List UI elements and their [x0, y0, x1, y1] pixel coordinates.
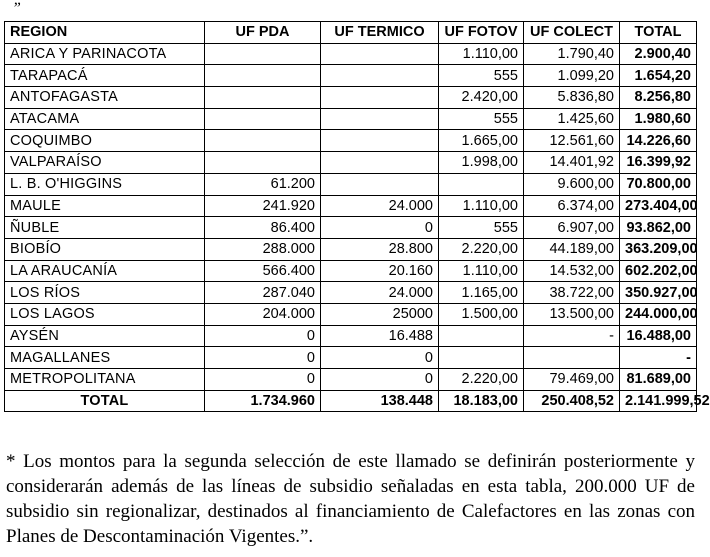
uf-termico-cell: 0	[321, 217, 439, 239]
table-row	[5, 260, 697, 282]
regional-budget-table	[4, 21, 710, 412]
uf-fotov-cell: 555	[439, 108, 524, 130]
total-cell: 244.000,00	[620, 303, 697, 325]
uf-termico-cell: 20.160	[321, 260, 439, 282]
uf-termico-cell: 0	[321, 369, 439, 391]
header-uf-colect: UF COLECT	[524, 22, 620, 44]
header-uf-termico: UF TERMICO	[321, 22, 439, 44]
uf-colect-cell: 79.469,00	[524, 369, 620, 391]
uf-colect-cell: 6.374,00	[524, 195, 620, 217]
uf-colect-cell: -	[524, 325, 620, 347]
uf-pda-cell: 0	[205, 369, 321, 391]
total-label: TOTAL	[5, 390, 205, 412]
total-cell: 363.209,00	[620, 238, 697, 260]
region-cell: COQUIMBO	[5, 130, 205, 152]
uf-fotov-cell: 2.220,00	[439, 238, 524, 260]
total-row	[5, 390, 697, 412]
uf-termico-cell	[321, 87, 439, 109]
uf-pda-cell: 61.200	[205, 173, 321, 195]
region-cell: AYSÉN	[5, 325, 205, 347]
header-uf-pda: UF PDA	[205, 22, 321, 44]
table-row	[5, 87, 697, 109]
uf-pda-cell: 0	[205, 347, 321, 369]
grand-total: 2.141.999,52	[620, 390, 697, 412]
uf-fotov-cell	[439, 173, 524, 195]
total-uf-pda: 1.734.960	[205, 390, 321, 412]
region-cell: MAULE	[5, 195, 205, 217]
total-cell: 273.404,00	[620, 195, 697, 217]
uf-termico-cell	[321, 65, 439, 87]
total-cell: 16.399,92	[620, 152, 697, 174]
uf-pda-cell: 241.920	[205, 195, 321, 217]
region-cell: L. B. O'HIGGINS	[5, 173, 205, 195]
uf-colect-cell: 9.600,00	[524, 173, 620, 195]
opening-quote-mark: ”	[12, 0, 21, 17]
region-cell: ANTOFAGASTA	[5, 87, 205, 109]
region-cell: LOS LAGOS	[5, 303, 205, 325]
table-row	[5, 43, 697, 65]
uf-termico-cell	[321, 130, 439, 152]
uf-fotov-cell	[439, 325, 524, 347]
uf-pda-cell: 287.040	[205, 282, 321, 304]
table-row	[5, 217, 697, 239]
uf-fotov-cell	[439, 347, 524, 369]
table-row	[5, 108, 697, 130]
uf-termico-cell	[321, 108, 439, 130]
region-cell: ATACAMA	[5, 108, 205, 130]
table-row	[5, 65, 697, 87]
uf-pda-cell: 86.400	[205, 217, 321, 239]
table-row	[5, 369, 697, 391]
region-cell: MAGALLANES	[5, 347, 205, 369]
total-cell: 1.980,60	[620, 108, 697, 130]
total-cell: -	[620, 347, 697, 369]
region-cell: LA ARAUCANÍA	[5, 260, 205, 282]
uf-colect-cell: 38.722,00	[524, 282, 620, 304]
total-cell: 602.202,00	[620, 260, 697, 282]
uf-colect-cell: 5.836,80	[524, 87, 620, 109]
header-row	[5, 22, 697, 44]
total-cell: 70.800,00	[620, 173, 697, 195]
uf-colect-cell: 1.790,40	[524, 43, 620, 65]
table-row	[5, 347, 697, 369]
uf-pda-cell: 288.000	[205, 238, 321, 260]
total-cell: 93.862,00	[620, 217, 697, 239]
total-uf-fotov: 18.183,00	[439, 390, 524, 412]
uf-termico-cell: 16.488	[321, 325, 439, 347]
table-row	[5, 238, 697, 260]
uf-pda-cell: 566.400	[205, 260, 321, 282]
total-cell: 81.689,00	[620, 369, 697, 391]
uf-colect-cell	[524, 347, 620, 369]
uf-pda-cell: 0	[205, 325, 321, 347]
table-row	[5, 325, 697, 347]
uf-fotov-cell: 1.110,00	[439, 260, 524, 282]
uf-pda-cell	[205, 43, 321, 65]
uf-colect-cell: 1.425,60	[524, 108, 620, 130]
uf-termico-cell: 0	[321, 347, 439, 369]
uf-colect-cell: 12.561,60	[524, 130, 620, 152]
uf-pda-cell	[205, 87, 321, 109]
table-body	[5, 43, 697, 390]
table-row	[5, 303, 697, 325]
total-cell: 350.927,00	[620, 282, 697, 304]
uf-fotov-cell: 1.110,00	[439, 43, 524, 65]
uf-fotov-cell: 2.220,00	[439, 369, 524, 391]
uf-termico-cell: 28.800	[321, 238, 439, 260]
uf-colect-cell: 6.907,00	[524, 217, 620, 239]
region-cell: ÑUBLE	[5, 217, 205, 239]
uf-colect-cell: 1.099,20	[524, 65, 620, 87]
region-cell: METROPOLITANA	[5, 369, 205, 391]
uf-pda-cell: 204.000	[205, 303, 321, 325]
header-uf-fotov: UF FOTOV	[439, 22, 524, 44]
total-uf-termico: 138.448	[321, 390, 439, 412]
region-cell: ARICA Y PARINACOTA	[5, 43, 205, 65]
uf-termico-cell: 25000	[321, 303, 439, 325]
uf-pda-cell	[205, 130, 321, 152]
table-row	[5, 195, 697, 217]
uf-termico-cell: 24.000	[321, 282, 439, 304]
uf-pda-cell	[205, 65, 321, 87]
uf-termico-cell	[321, 152, 439, 174]
uf-colect-cell: 13.500,00	[524, 303, 620, 325]
uf-pda-cell	[205, 152, 321, 174]
uf-termico-cell: 24.000	[321, 195, 439, 217]
uf-fotov-cell: 555	[439, 65, 524, 87]
region-cell: LOS RÍOS	[5, 282, 205, 304]
uf-pda-cell	[205, 108, 321, 130]
table-row	[5, 282, 697, 304]
uf-fotov-cell: 1.500,00	[439, 303, 524, 325]
table-row	[5, 130, 697, 152]
total-cell: 14.226,60	[620, 130, 697, 152]
uf-fotov-cell: 1.165,00	[439, 282, 524, 304]
table-row	[5, 152, 697, 174]
uf-colect-cell: 44.189,00	[524, 238, 620, 260]
uf-fotov-cell: 1.998,00	[439, 152, 524, 174]
header-total: TOTAL	[620, 22, 697, 44]
region-cell: BIOBÍO	[5, 238, 205, 260]
uf-fotov-cell: 2.420,00	[439, 87, 524, 109]
table-row	[5, 173, 697, 195]
total-cell: 8.256,80	[620, 87, 697, 109]
total-cell: 2.900,40	[620, 43, 697, 65]
region-cell: VALPARAÍSO	[5, 152, 205, 174]
uf-fotov-cell: 1.665,00	[439, 130, 524, 152]
uf-colect-cell: 14.401,92	[524, 152, 620, 174]
header-region: REGION	[5, 22, 205, 44]
uf-fotov-cell: 555	[439, 217, 524, 239]
uf-termico-cell	[321, 43, 439, 65]
total-cell: 16.488,00	[620, 325, 697, 347]
total-uf-colect: 250.408,52	[524, 390, 620, 412]
uf-colect-cell: 14.532,00	[524, 260, 620, 282]
uf-termico-cell	[321, 173, 439, 195]
total-cell: 1.654,20	[620, 65, 697, 87]
uf-fotov-cell: 1.110,00	[439, 195, 524, 217]
footnote-paragraph: * Los montos para la segunda selección de este llamado se definirán posteriormente y considerarán además de las líneas de subsidio señaladas en esta tabla, 200.000 UF de subsidio sin regionalizar, destinados al financiamiento de Calefactores en las zonas con Planes de Descontaminación Vigentes.”.	[6, 451, 695, 547]
region-cell: TARAPACÁ	[5, 65, 205, 87]
